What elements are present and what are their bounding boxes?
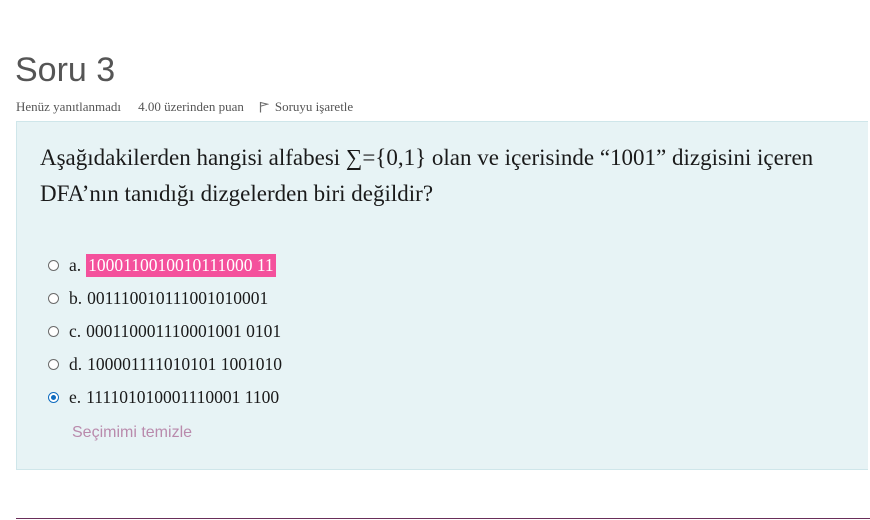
radio-b[interactable] xyxy=(48,293,59,304)
option-text: 001110010111001010001 xyxy=(87,287,269,308)
option-letter: c. xyxy=(69,320,82,341)
flag-question-link[interactable] xyxy=(259,99,353,115)
radio-a[interactable] xyxy=(48,260,59,271)
radio-d[interactable] xyxy=(48,359,59,370)
question-grade: 4.00 üzerinden puan xyxy=(138,99,244,114)
answer-option-c[interactable] xyxy=(48,316,281,346)
question-text: Aşağıdakilerden hangisi alfabesi ∑={0,1} olan ve içerisinde “1001” dizgisini içeren DFA’nın tanıdığı dizgelerden biri değildir? xyxy=(40,145,814,206)
clear-selection-link[interactable]: Seçimimi temizle xyxy=(72,424,193,441)
question-status: Henüz yanıtlanmadı xyxy=(16,99,122,114)
option-letter: a. xyxy=(69,254,82,275)
answer-option-e[interactable] xyxy=(48,382,279,412)
option-letter: b. xyxy=(69,287,83,308)
option-text: 000110001110001001 0101 xyxy=(86,320,282,341)
question-info xyxy=(16,99,353,115)
option-letter: e. xyxy=(69,386,82,407)
question-content xyxy=(16,121,868,470)
option-text: 100001111010101 1001010 xyxy=(87,353,283,374)
question-title: Soru 3 xyxy=(15,51,116,89)
radio-c[interactable] xyxy=(48,326,59,337)
option-text: 1000110010010111000 11 xyxy=(88,254,274,275)
option-text: 111101010001110001 1100 xyxy=(86,386,280,407)
radio-e-selected[interactable] xyxy=(48,392,59,403)
bottom-divider xyxy=(16,518,870,519)
answer-option-b[interactable] xyxy=(48,283,268,313)
answer-option-a[interactable] xyxy=(48,250,276,280)
option-letter: d. xyxy=(69,353,83,374)
flag-icon xyxy=(259,101,269,113)
answer-option-d[interactable] xyxy=(48,349,282,379)
flag-label[interactable]: Soruyu işaretle xyxy=(274,99,354,114)
